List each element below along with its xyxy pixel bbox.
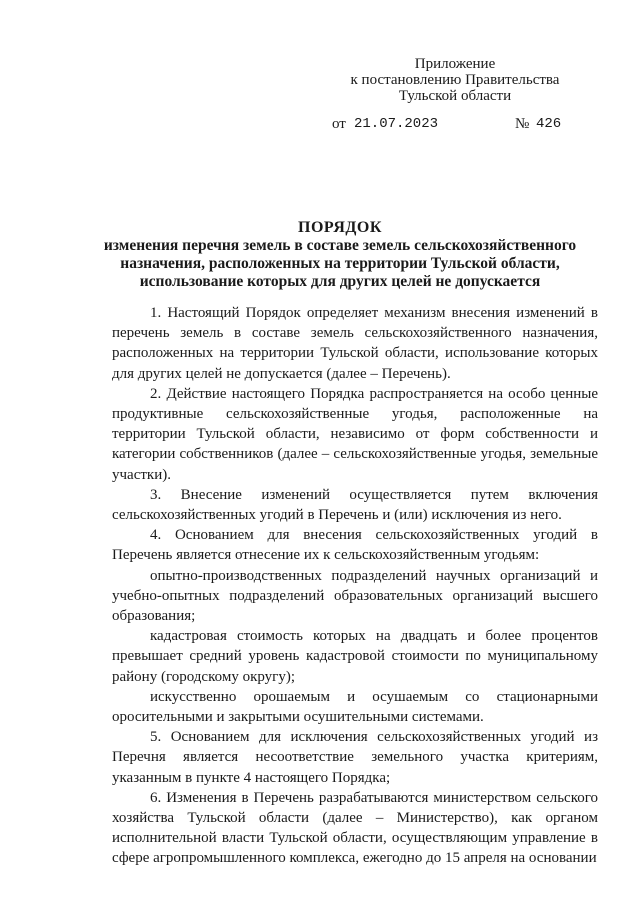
document-body [112,303,598,869]
title-line-1: изменения перечня земель в составе земель сельскохозяйственного [103,237,577,254]
resolution-number: 426 [536,116,562,132]
paragraph: 1. Настоящий Порядок определяет механизм внесения изменений в перечень земель в составе земель сельскохозяйственного назначения, расположенных на территории Тульской области, использование которых для других целей не допускается (далее – Перечень). [112,305,598,382]
appendix-line-3: Тульской области [398,88,512,104]
title-heading: ПОРЯДОК [298,219,382,236]
paragraph: искусственно орошаемым и осушаемым со стационарными оросительными и закрытыми осушительными системами. [112,688,598,726]
paragraph: 6. Изменения в Перечень разрабатываются министерством сельского хозяйства Тульской области (далее – Министерство), как органом исполнительной власти Тульской области, осуществляющим управление в сфере агропромышленного комплекса, ежегодно до 15 апреля на основании [112,789,598,867]
from-label: от [332,116,346,132]
appendix-line-2: к постановлению Правительства [350,72,560,88]
appendix-line-1: Приложение [414,56,496,72]
title-line-3: использование которых для других целей не допускается [139,273,541,290]
resolution-date: 21.07.2023 [354,116,439,132]
title-line-2: назначения, расположенных на территории Тульской области, [120,255,560,272]
paragraph: кадастровая стоимость которых на двадцать и более процентов превышает средний уровень кадастровой стоимости по муниципальному району (городскому округу); [112,628,598,685]
number-sign: № [515,116,530,132]
paragraph: опытно-производственных подразделений научных организаций и учебно-опытных подразделений образовательных организаций высшего образования; [112,567,598,625]
resolution-reference [332,116,572,134]
paragraph: 4. Основанием для внесения сельскохозяйственных угодий в Перечень является отнесение их к сельскохозяйственным угодьям: [112,527,598,564]
document-title [80,219,600,291]
paragraph: 2. Действие настоящего Порядка распространяется на особо ценные продуктивные сельскохозяйственные угодья, расположенные на территории Тульской области, независимо от форм собственности и категории собственников (далее – сельскохозяйственные угодья, земельные участки). [112,385,598,483]
appendix-header [330,56,580,104]
paragraph: 5. Основанием для исключения сельскохозяйственных угодий из Перечня является несоответствие земельного участка критериям, указанным в пункте 4 настоящего Порядка; [112,729,598,786]
paragraph: 3. Внесение изменений осуществляется путем включения сельскохозяйственных угодий в Перечень и (или) исключения из него. [112,486,598,524]
